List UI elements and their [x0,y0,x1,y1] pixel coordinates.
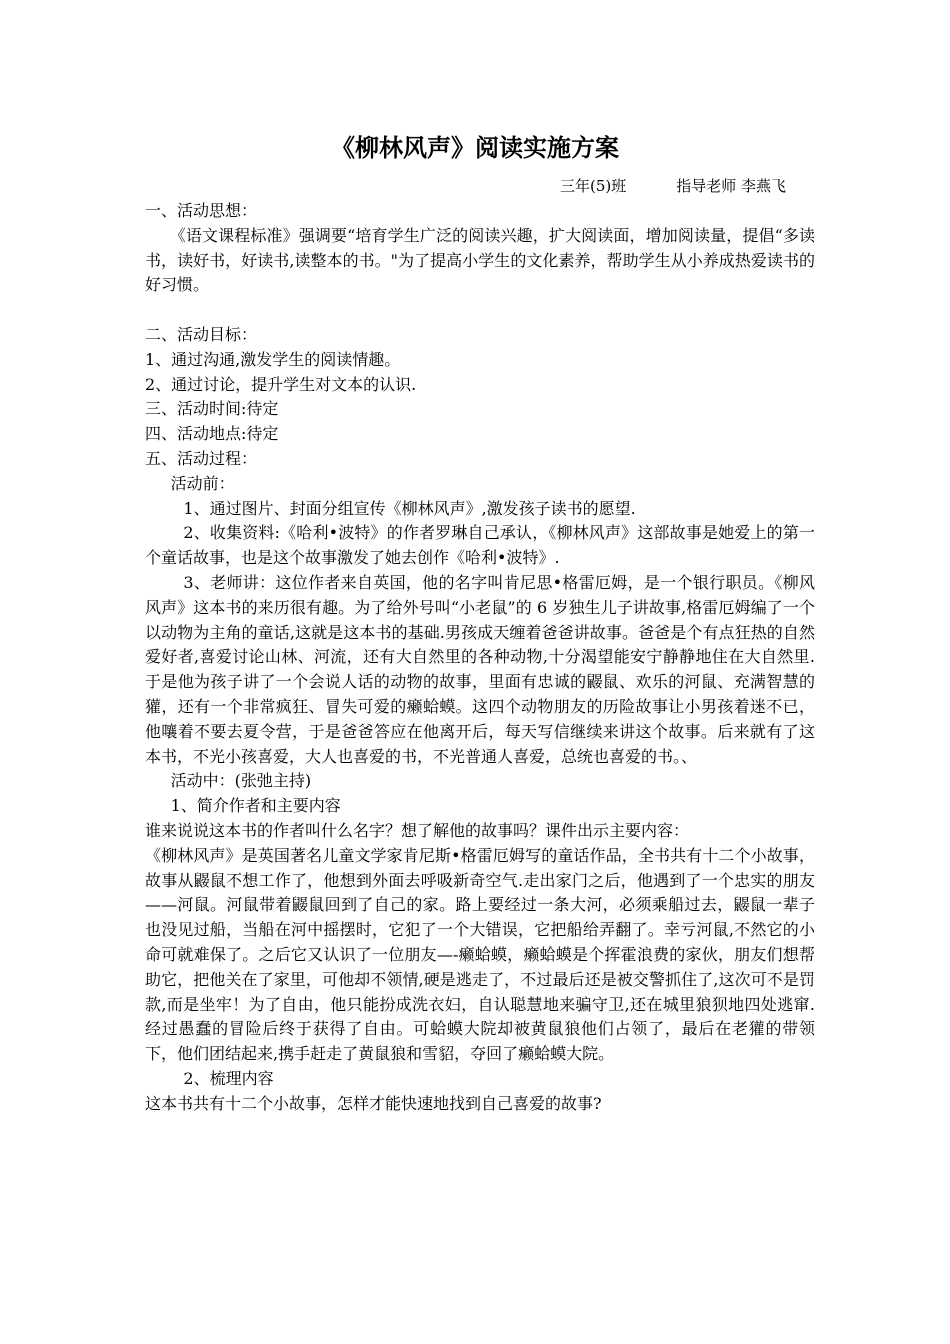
goal-item-1: 1、通过沟通,激发学生的阅读情趣。 [145,349,401,369]
teacher-name: 指导老师 李燕飞 [676,177,787,195]
during-item-2: 2、梳理内容 [183,1068,274,1088]
during-question-2: 这本书共有十二个小故事，怎样才能快速地找到自己喜爱的故事? [145,1093,602,1113]
blank-line [145,298,815,323]
document-title: 《柳林风声》阅读实施方案 [331,133,619,162]
section-heading-1: 一、活动思想： [145,201,258,220]
section-heading-3: 三、活动时间:待定 [145,399,279,419]
before-item-3: 3、老师讲：这位作者来自英国，他的名字叫肯尼思•格雷厄姆，是一个银行职员。《柳风风声》这本书的来历很有趣。为了给外号叫“小老鼠”的 6 岁独生儿子讲故事,格雷厄姆编了一个以动物为主角的童话,这就是这本书的基础.男孩成天缠着爸爸讲故事。爸爸是个有点狂热的自然爱好者,喜爱讨论山林、河流，还有大自然里的各种动物,十分渴望能安宁静静地住在大自然里.于是他为孩子讲了一个会说人话的动物的故事，里面有忠诚的鼹鼠、欢乐的河鼠、充满智慧的獾，还有一个非常疯狂、冒失可爱的癞蛤蟆。这四个动物朋友的历险故事让小男孩着迷不已，他嚷着不要去夏令营，于是爸爸答应在他离开后，每天写信继续来讲这个故事。后来就有了这本书，不光小孩喜爱，大人也喜爱的书，不光普通人喜爱，总统也喜爱的书。、 [145,572,815,766]
document-body [145,199,815,1116]
paragraph-idea: 《语文课程标准》强调要“培育学生广泛的阅读兴趣，扩大阅读面，增加阅读量，提倡“多读书，读好书，好读书,读整本的书。"为了提高小学生的文化素养，帮助学生从小养成热爱读书的好习惯。 [145,225,815,295]
summary-paragraph: 《柳林风声》是英国著名儿童文学家肯尼斯•格雷厄姆写的童话作品，全书共有十二个小故事，故事从鼹鼠不想工作了，他想到外面去呼吸新奇空气.走出家门之后，他遇到了一个忠实的朋友——河鼠。河鼠带着鼹鼠回到了自己的家。路上要经过一条大河，必须乘船过去，鼹鼠一辈子也没见过船，当船在河中摇摆时，它犯了一个大错误，它把船给弄翻了。幸亏河鼠,不然它的小命可就难保了。之后它又认识了一位朋友—-癞蛤蟆，癞蛤蟆是个挥霍浪费的家伙，朋友们想帮助它，把他关在了家里，可他却不领情,硬是逃走了，不过最后还是被交警抓住了,这次可不是罚款,而是坐牢！为了自由，他只能扮成洗衣妇，自认聪慧地来骗守卫,还在城里狼狈地四处逃窜.经过愚蠢的冒险后终于获得了自由。可蛤蟆大院却被黄鼠狼他们占领了，最后在老獾的带领下，他们团结起来,携手赶走了黄鼠狼和雪貂，夺回了癞蛤蟆大院。 [145,845,815,1064]
before-heading: 活动前： [170,473,235,493]
during-item-1: 1、简介作者和主要内容 [170,796,341,816]
during-question-1: 谁来说说这本书的作者叫什么名字？想了解他的故事吗？课件出示主要内容： [145,820,690,840]
class-name: 三年(5)班 [560,177,627,195]
section-heading-5: 五、活动过程： [145,448,258,468]
before-item-2: 2、收集资料:《哈利•波特》的作者罗琳自己承认，《柳林风声》这部故事是她爱上的第一个童话故事，也是这个故事激发了她去创作《哈利•波特》. [145,523,815,568]
before-item-1: 1、通过图片、封面分组宣传《柳林风声》,激发孩子读书的愿望. [183,498,636,518]
during-heading: 活动中：(张弛主持) [170,771,312,791]
section-heading-4: 四、活动地点:待定 [145,424,279,444]
section-heading-2: 二、活动目标： [145,324,258,344]
goal-item-2: 2、通过讨论，提升学生对文本的认识. [145,374,417,394]
author-line [560,175,820,197]
